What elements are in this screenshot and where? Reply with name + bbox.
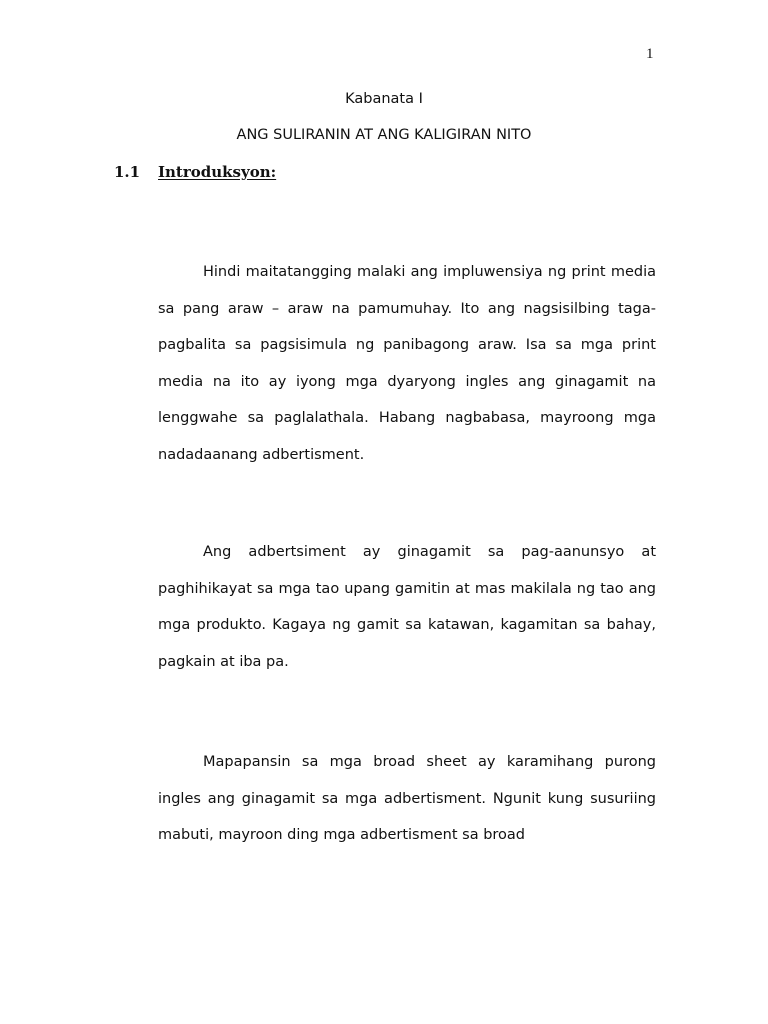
chapter-title: Kabanata I (345, 91, 423, 107)
paragraph-1: Hindi maitatangging malaki ang impluwensiya ng print media sa pang araw – araw na pamumuhay. Ito ang nagsisilbing taga-pagbalita sa pagsisimula ng panibagong araw. Isa sa mga print media na ito ay iyong mga dyaryong ingles ang ginagamit na lenggwahe sa paglalathala. Habang nagbabasa, mayroong mga nadadaanang adbertisment. (158, 264, 656, 463)
section-label: Introduksyon: (158, 163, 277, 181)
page-number: 1 (646, 46, 654, 62)
section-heading (114, 163, 276, 181)
section-number: 1.1 (114, 163, 141, 181)
paragraph-2: Ang adbertsiment ay ginagamit sa pag-aanunsyo at paghihikayat sa mga tao upang gamitin at mas makilala ng tao ang mga produkto. Kagaya ng gamit sa katawan, kagamitan sa bahay, pagkain at iba pa. (158, 544, 656, 670)
paragraph-3: Mapapansin sa mga broad sheet ay karamihang purong ingles ang ginagamit sa mga adbertisment. Ngunit kung susuriing mabuti, mayroon ding mga adbertisment sa broad (158, 754, 656, 843)
chapter-subtitle: ANG SULIRANIN AT ANG KALIGIRAN NITO (236, 127, 532, 143)
